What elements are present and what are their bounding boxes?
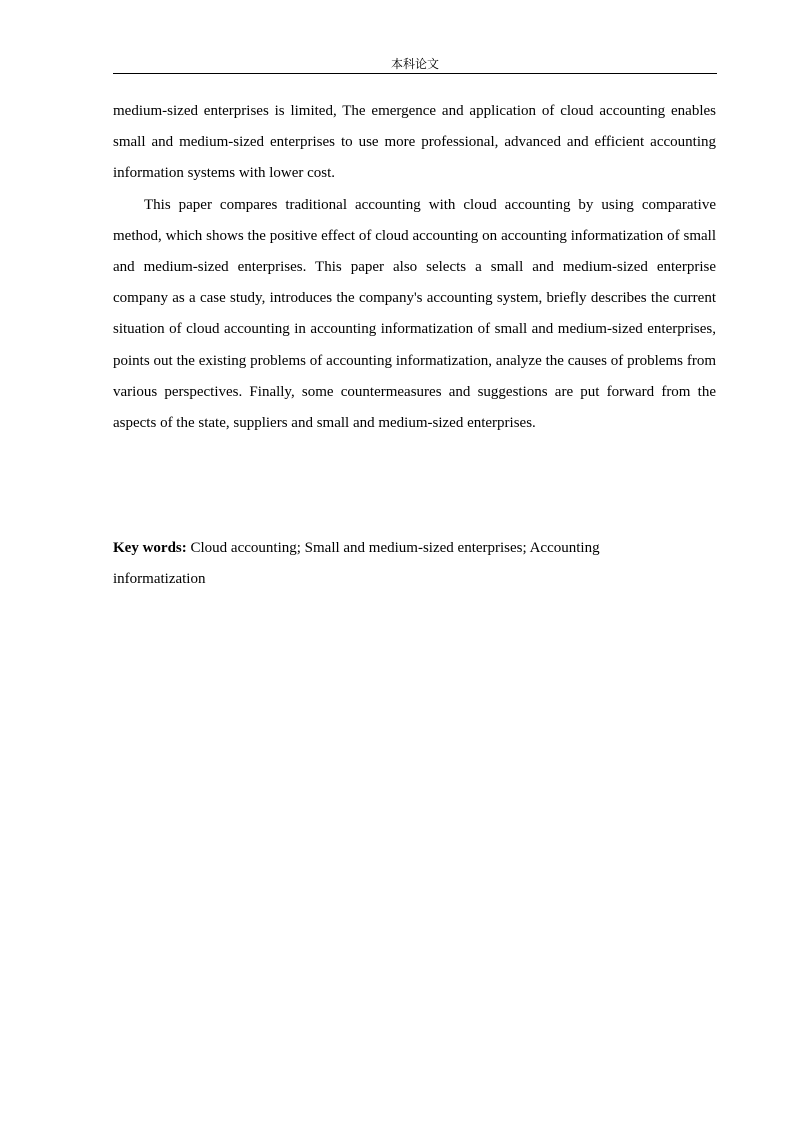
page-header-title: 本科论文 [390, 57, 439, 71]
keywords-label: Key words: [113, 540, 187, 556]
abstract-body [113, 96, 716, 439]
abstract-paragraph-continued: medium-sized enterprises is limited, The emergence and application of cloud accounting enables small and medium-sized enterprises to use more professional, advanced and efficient accounting information systems with lower cost. [113, 103, 716, 182]
abstract-paragraph-main: This paper compares traditional accounting with cloud accounting by using comparative method, which shows the positive effect of cloud accounting on accounting informatization of small and medium-sized enterprises. This paper also selects a small and medium-sized enterprise company as a case study, introduces the company's accounting system, briefly describes the current situation of cloud accounting in accounting informatization of small and medium-sized enterprises, points out the existing problems of accounting informatization, analyze the causes of problems from various perspectives. Finally, some countermeasures and suggestions are put forward from the aspects of the state, suppliers and small and medium-sized enterprises. [113, 196, 716, 432]
keywords-section [113, 533, 673, 595]
keywords-text: Cloud accounting; Small and medium-sized enterprises; Accounting informatization [113, 540, 600, 587]
header-divider [113, 73, 717, 74]
